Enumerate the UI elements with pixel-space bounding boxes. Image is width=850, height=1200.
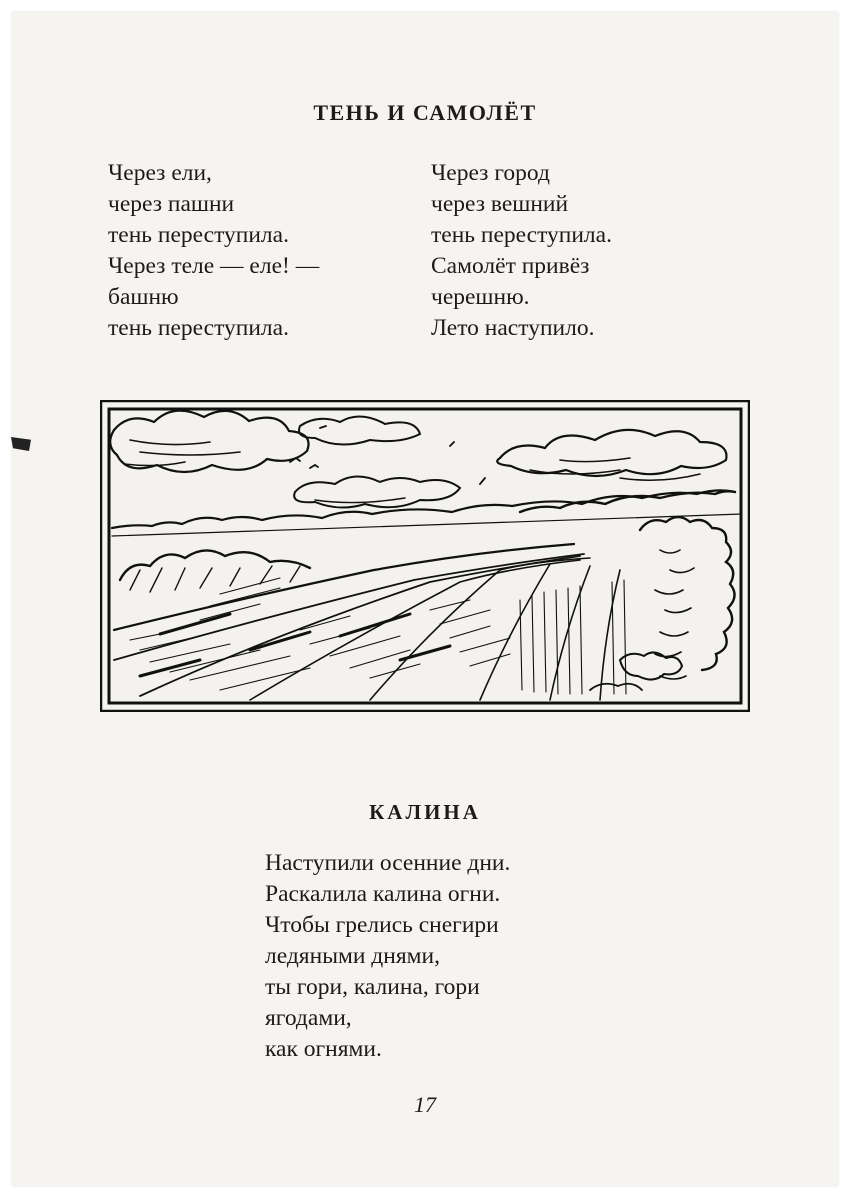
poem-kalina-body	[265, 848, 510, 1065]
poem-line: как огнями.	[265, 1036, 382, 1062]
poem-line: Самолёт привёз	[431, 253, 590, 279]
poem-column-right	[431, 158, 612, 344]
poem-line: ты гори, калина, гори	[265, 974, 480, 1000]
poem-line: башню	[108, 284, 179, 310]
page-number: 17	[414, 1092, 436, 1117]
poem-line: через вешний	[431, 191, 569, 217]
poem-line: Через город	[431, 160, 550, 186]
poem-line: Через ели,	[108, 160, 212, 186]
poem-line: Лето наступило.	[431, 315, 595, 341]
poem-title-shadow-and-plane: ТЕНЬ И САМОЛЁТ	[313, 100, 537, 125]
poem-line: тень переступила.	[108, 222, 289, 248]
poem-line: Чтобы грелись снегири	[265, 912, 499, 938]
poem-line: тень переступила.	[431, 222, 612, 248]
poem-line: Через теле — еле! —	[108, 253, 320, 279]
poem-column-left	[108, 158, 319, 344]
poem-line: через пашни	[108, 191, 235, 217]
poem-line: Наступили осенние дни.	[265, 850, 511, 876]
poem-line: ледяными днями,	[265, 943, 440, 969]
poem-line: ягодами,	[265, 1005, 352, 1031]
poem-line: тень переступила.	[108, 315, 289, 341]
poem-line: Раскалила калина огни.	[265, 881, 501, 907]
poem-title-kalina: КАЛИНА	[369, 800, 481, 824]
landscape-illustration	[100, 400, 750, 712]
poem-line: черешню.	[431, 284, 530, 310]
